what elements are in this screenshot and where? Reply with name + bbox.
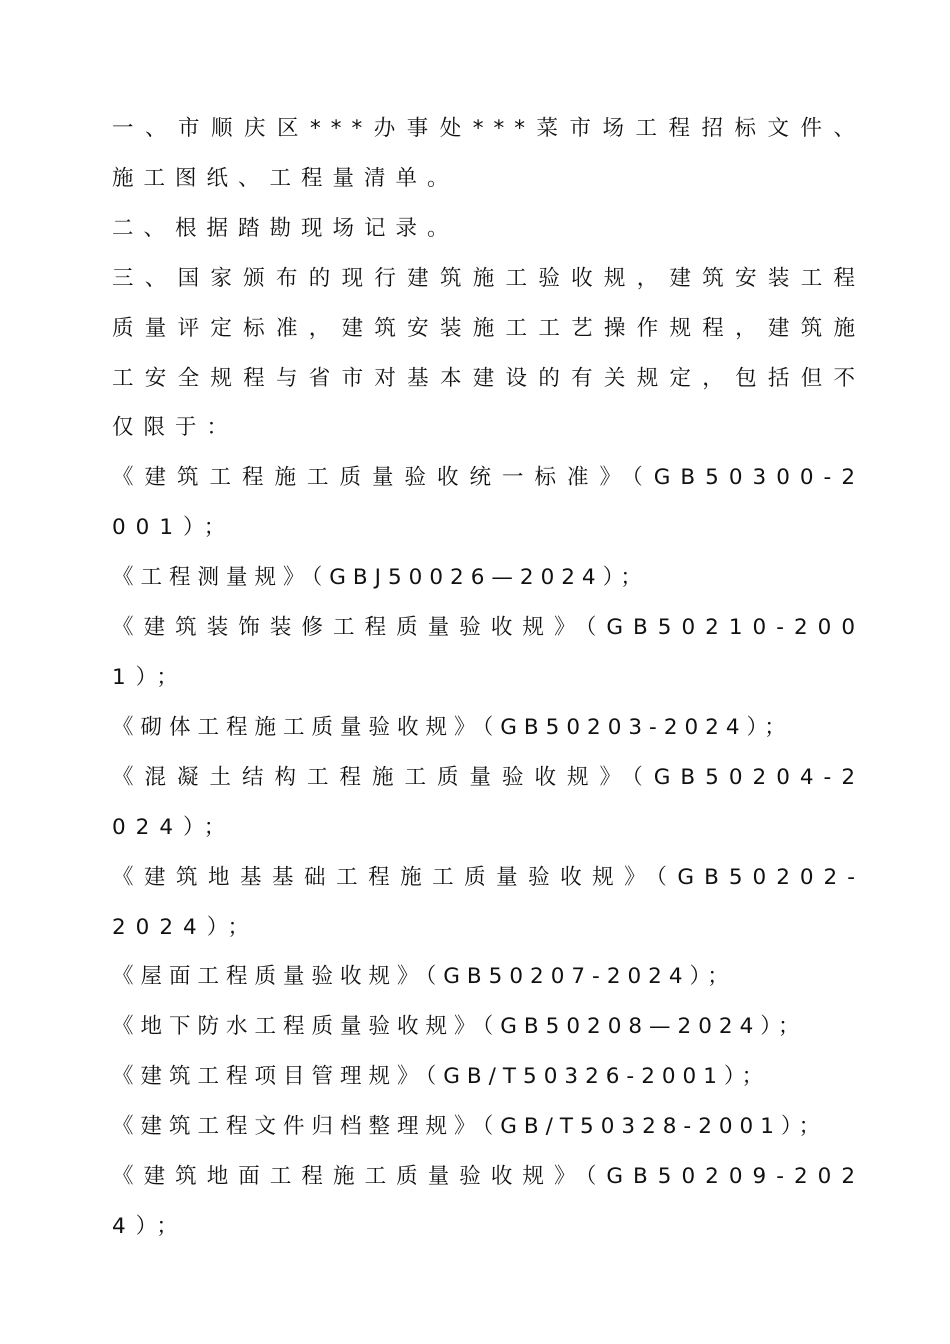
standard-item: 《建筑地面工程施工质量验收规》（GB50209-2024）；: [112, 1164, 865, 1239]
standard-item: 《工程测量规》（GBJ50026—2024）；: [112, 565, 649, 591]
standard-item: 《地下防水工程质量验收规》（GB50208—2024）；: [112, 1014, 807, 1040]
standard-item: 《屋面工程质量验收规》（GB50207-2024）；: [112, 964, 736, 990]
standard-item: 《建筑工程文件归档整理规》（GB/T50328-2001）；: [112, 1114, 828, 1140]
paragraph-basis-1: 一、市顺庆区***办事处***菜市场工程招标文件、施工图纸、工程量清单。: [112, 116, 865, 191]
standard-item: 《混凝土结构工程施工质量验收规》（GB50204-2024）；: [112, 764, 865, 840]
document-body: [112, 104, 865, 1252]
standard-item: 《砌体工程施工质量验收规》（GB50203-2024）；: [112, 714, 793, 740]
standard-item: 《建筑装饰装修工程质量验收规》（GB50210-2001）；: [112, 615, 865, 690]
paragraph-basis-2: 二、根据踏勘现场记录。: [112, 215, 459, 241]
standard-item: 《建筑工程项目管理规》（GB/T50326-2001）；: [112, 1064, 771, 1090]
standard-item: 《建筑工程施工质量验收统一标准》（GB50300-2001）；: [112, 465, 865, 541]
paragraph-basis-3: 三、国家颁布的现行建筑施工验收规，建筑安装工程质量评定标准，建筑安装施工工艺操作规程，建筑施工安全规程与省市对基本建设的有关规定，包括但不仅限于：: [112, 265, 865, 441]
standard-item: 《建筑地基基础工程施工质量验收规》（GB50202-2024）；: [112, 864, 865, 940]
